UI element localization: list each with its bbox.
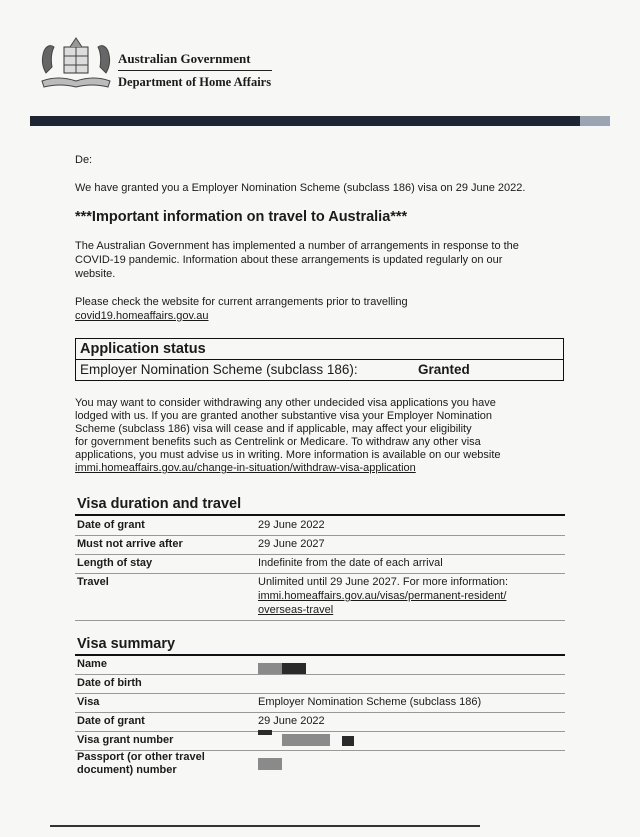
application-status-title: Application status [80,341,206,357]
redaction [282,663,306,674]
department-name: Department of Home Affairs [118,75,272,89]
row-label: Passport (or other travel [77,751,205,763]
redaction [258,663,282,674]
covid-link[interactable]: covid19.homeaffairs.gov.au [75,310,209,322]
redaction [282,734,330,746]
status-divider [76,359,563,360]
withdraw-line: for government benefits such as Centrelink or Medicare. To withdraw any other visa [75,436,481,448]
row-divider [75,731,565,732]
withdraw-link[interactable]: immi.homeaffairs.gov.au/change-in-situation/withdraw-visa-application [75,462,416,474]
row-label: Length of stay [77,557,153,569]
coat-of-arms-icon [38,33,114,93]
covid-line: The Australian Government has implemented a number of arrangements in response to the [75,240,519,252]
application-status-value: Granted [418,362,470,377]
covid-line: COVID-19 pandemic. Information about these arrangements is updated regularly on our [75,254,503,266]
row-label: Name [77,658,107,670]
check-website-text: Please check the website for current arrangements prior to travelling [75,296,408,308]
row-divider [75,712,565,713]
row-value: Employer Nomination Scheme (subclass 186) [258,696,482,708]
row-label: Visa [77,696,100,708]
row-divider [75,693,565,694]
row-divider [75,535,565,536]
summary-heading-rule [75,654,565,656]
row-divider [75,554,565,555]
row-label: Date of grant [77,519,145,531]
withdraw-line: lodged with us. If you are granted another substantive visa your Employer Nomination [75,410,493,422]
salutation: De: [75,154,93,166]
travel-link[interactable]: immi.homeaffairs.gov.au/visas/permanent-resident/ [258,590,507,602]
duration-heading-rule [75,514,565,516]
row-label: Visa grant number [77,734,174,746]
row-value: 29 June 2027 [258,538,325,550]
travel-link[interactable]: overseas-travel [258,604,334,616]
application-status-label: Employer Nomination Scheme (subclass 186): [80,362,358,377]
redaction [258,758,282,770]
row-value: Indefinite from the date of each arrival [258,557,443,569]
row-divider [75,573,565,574]
redaction [342,736,354,746]
withdraw-line: You may want to consider withdrawing any other undecided visa applications you have [75,397,496,409]
header-divider [118,70,272,71]
duration-heading: Visa duration and travel [77,496,242,512]
important-heading: ***Important information on travel to Australia*** [75,209,408,225]
row-value: 29 June 2022 [258,519,325,531]
covid-line: website. [75,268,116,280]
row-label: Date of birth [77,677,142,689]
header-band-end [580,116,610,126]
row-value: Unlimited until 29 June 2027. For more information: [258,576,509,588]
row-label: Travel [77,576,109,588]
row-label: Date of grant [77,715,145,727]
row-label: document) number [77,764,177,776]
withdraw-line: applications, you must advise us in writing. More information is available on our website [75,449,501,461]
redaction [258,730,272,735]
summary-heading: Visa summary [77,636,176,652]
row-divider [75,620,565,621]
withdraw-line: Scheme (subclass 186) visa will cease and if applicable, may affect your eligibility [75,423,472,435]
org-name: Australian Government [118,51,251,66]
application-status-box [75,338,564,381]
row-divider [75,674,565,675]
row-label: Must not arrive after [77,538,183,550]
footer-rule [50,825,480,827]
header-band [30,116,610,126]
row-value: 29 June 2022 [258,715,325,727]
grant-intro: We have granted you a Employer Nomination Scheme (subclass 186) visa on 29 June 2022. [75,182,526,194]
